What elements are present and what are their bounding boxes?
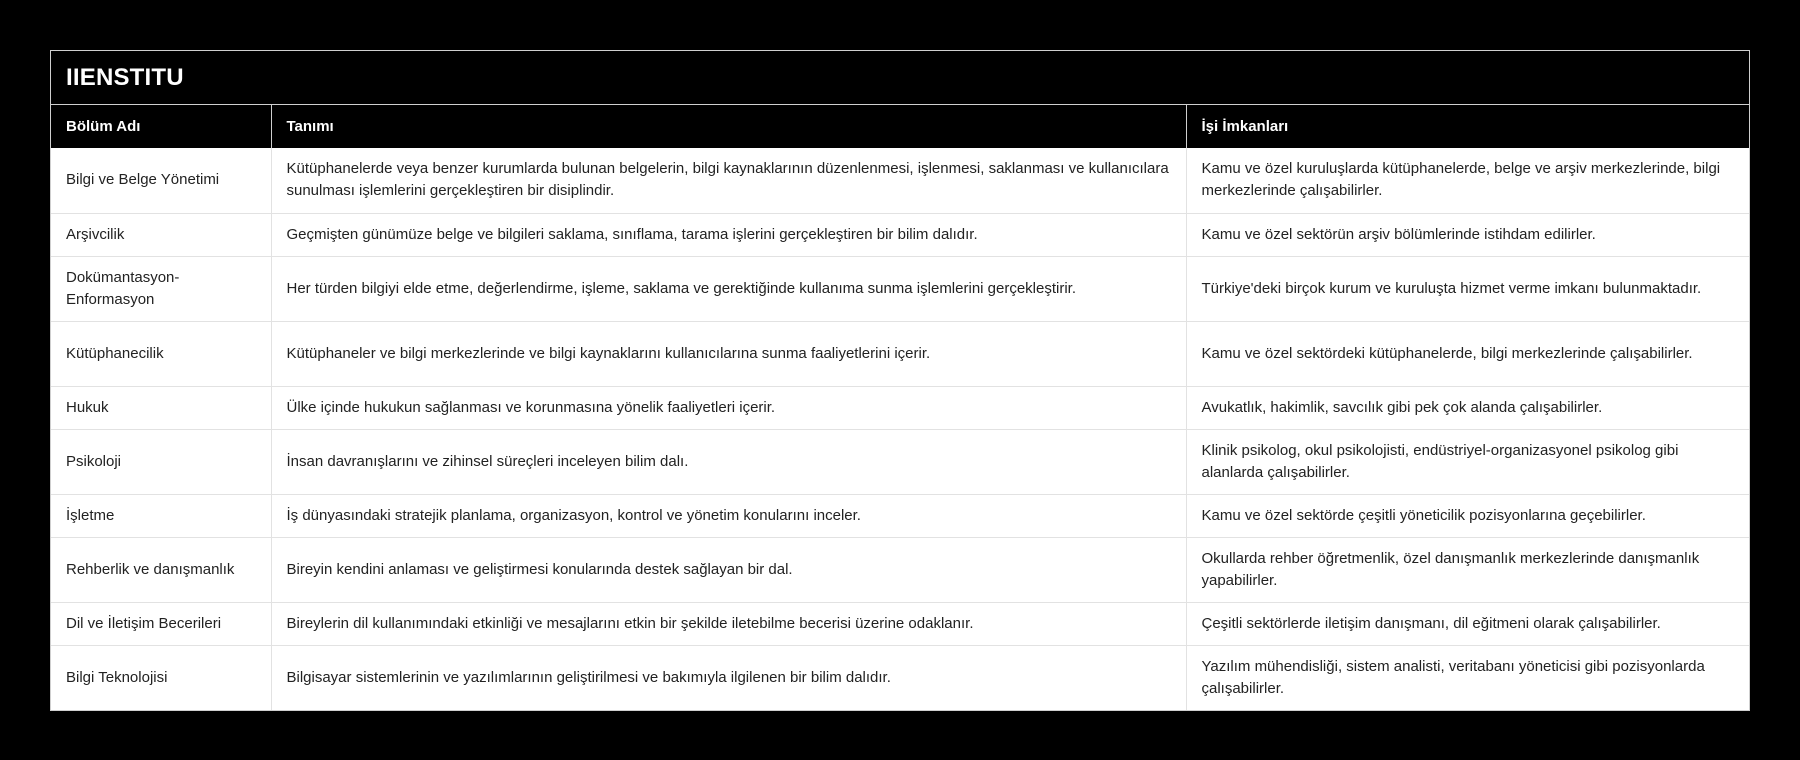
definition-cell: Bireylerin dil kullanımındaki etkinliği ve mesajlarını etkin bir şekilde iletebilme becerisi üzerine odaklanır. [271, 602, 1186, 645]
job-opportunities-cell: Okullarda rehber öğretmenlik, özel danışmanlık merkezlerinde danışmanlık yapabilirler. [1186, 537, 1749, 602]
job-opportunities-cell: Kamu ve özel sektörün arşiv bölümlerinde istihdam edilirler. [1186, 213, 1749, 256]
department-name-cell: Arşivcilik [51, 213, 271, 256]
definition-cell: Geçmişten günümüze belge ve bilgileri saklama, sınıflama, tarama işlerini gerçekleştiren bir bilim dalıdır. [271, 213, 1186, 256]
department-name-cell: Kütüphanecilik [51, 321, 271, 386]
table-row [51, 256, 1749, 321]
column-header-department-name: Bölüm Adı [51, 105, 271, 148]
table-title: IIENSTITU [51, 51, 1749, 105]
department-name-cell: Psikoloji [51, 429, 271, 494]
job-opportunities-cell: Çeşitli sektörlerde iletişim danışmanı, dil eğitmeni olarak çalışabilirler. [1186, 602, 1749, 645]
definition-cell: Ülke içinde hukukun sağlanması ve korunmasına yönelik faaliyetleri içerir. [271, 386, 1186, 429]
definition-cell: İnsan davranışlarını ve zihinsel süreçleri inceleyen bilim dalı. [271, 429, 1186, 494]
table-row [51, 386, 1749, 429]
table-row [51, 602, 1749, 645]
table-row [51, 645, 1749, 710]
department-name-cell: Bilgi ve Belge Yönetimi [51, 148, 271, 213]
departments-table [51, 105, 1749, 710]
definition-cell: Bilgisayar sistemlerinin ve yazılımlarının geliştirilmesi ve bakımıyla ilgilenen bir bilim dalıdır. [271, 645, 1186, 710]
definition-cell: İş dünyasındaki stratejik planlama, organizasyon, kontrol ve yönetim konularını inceler. [271, 494, 1186, 537]
job-opportunities-cell: Yazılım mühendisliği, sistem analisti, veritabanı yöneticisi gibi pozisyonlarda çalışabilirler. [1186, 645, 1749, 710]
table-row [51, 321, 1749, 386]
definition-cell: Her türden bilgiyi elde etme, değerlendirme, işleme, saklama ve gerektiğinde kullanıma sunma işlemlerini gerçekleştirir. [271, 256, 1186, 321]
table-header-row [51, 105, 1749, 148]
job-opportunities-cell: Kamu ve özel kuruluşlarda kütüphanelerde, belge ve arşiv merkezlerinde, bilgi merkezlerinde çalışabilirler. [1201, 160, 1721, 200]
definition-cell: Kütüphanelerde veya benzer kurumlarda bulunan belgelerin, bilgi kaynaklarının düzenlenmesi, işlenmesi, saklanması ve kullanıcılara sunulması işlemlerini gerçekleştiren bir disiplindir. [271, 148, 1186, 213]
department-name-cell: Dil ve İletişim Becerileri [51, 602, 271, 645]
job-opportunities-cell: Türkiye'deki birçok kurum ve kuruluşta hizmet verme imkanı bulunmaktadır. [1186, 256, 1749, 321]
column-header-definition: Tanımı [271, 105, 1186, 148]
department-name-cell: İşletme [51, 494, 271, 537]
department-name-cell: Dokümantasyon-Enformasyon [51, 256, 271, 321]
table-row [51, 494, 1749, 537]
department-name-cell: Rehberlik ve danışmanlık [51, 537, 271, 602]
job-opportunities-cell: Kamu ve özel sektördeki kütüphanelerde, bilgi merkezlerinde çalışabilirler. [1186, 321, 1749, 386]
table-row [51, 429, 1749, 494]
job-opportunities-cell: Avukatlık, hakimlik, savcılık gibi pek çok alanda çalışabilirler. [1186, 386, 1749, 429]
job-opportunities-cell: Klinik psikolog, okul psikolojisti, endüstriyel-organizasyonel psikolog gibi alanlarda çalışabilirler. [1186, 429, 1749, 494]
definition-cell: Bireyin kendini anlaması ve geliştirmesi konularında destek sağlayan bir dal. [271, 537, 1186, 602]
table-row [51, 213, 1749, 256]
table-row [51, 537, 1749, 602]
column-header-job-opportunities: İşi İmkanları [1186, 105, 1749, 148]
job-opportunities-cell: Kamu ve özel sektörde çeşitli yöneticilik pozisyonlarına geçebilirler. [1186, 494, 1749, 537]
departments-table-container [50, 50, 1750, 711]
definition-cell: Kütüphaneler ve bilgi merkezlerinde ve bilgi kaynaklarını kullanıcılarına sunma faaliyetlerini içerir. [271, 321, 1186, 386]
table-row [51, 148, 1749, 213]
department-name-cell: Hukuk [51, 386, 271, 429]
department-name-cell: Bilgi Teknolojisi [51, 645, 271, 710]
